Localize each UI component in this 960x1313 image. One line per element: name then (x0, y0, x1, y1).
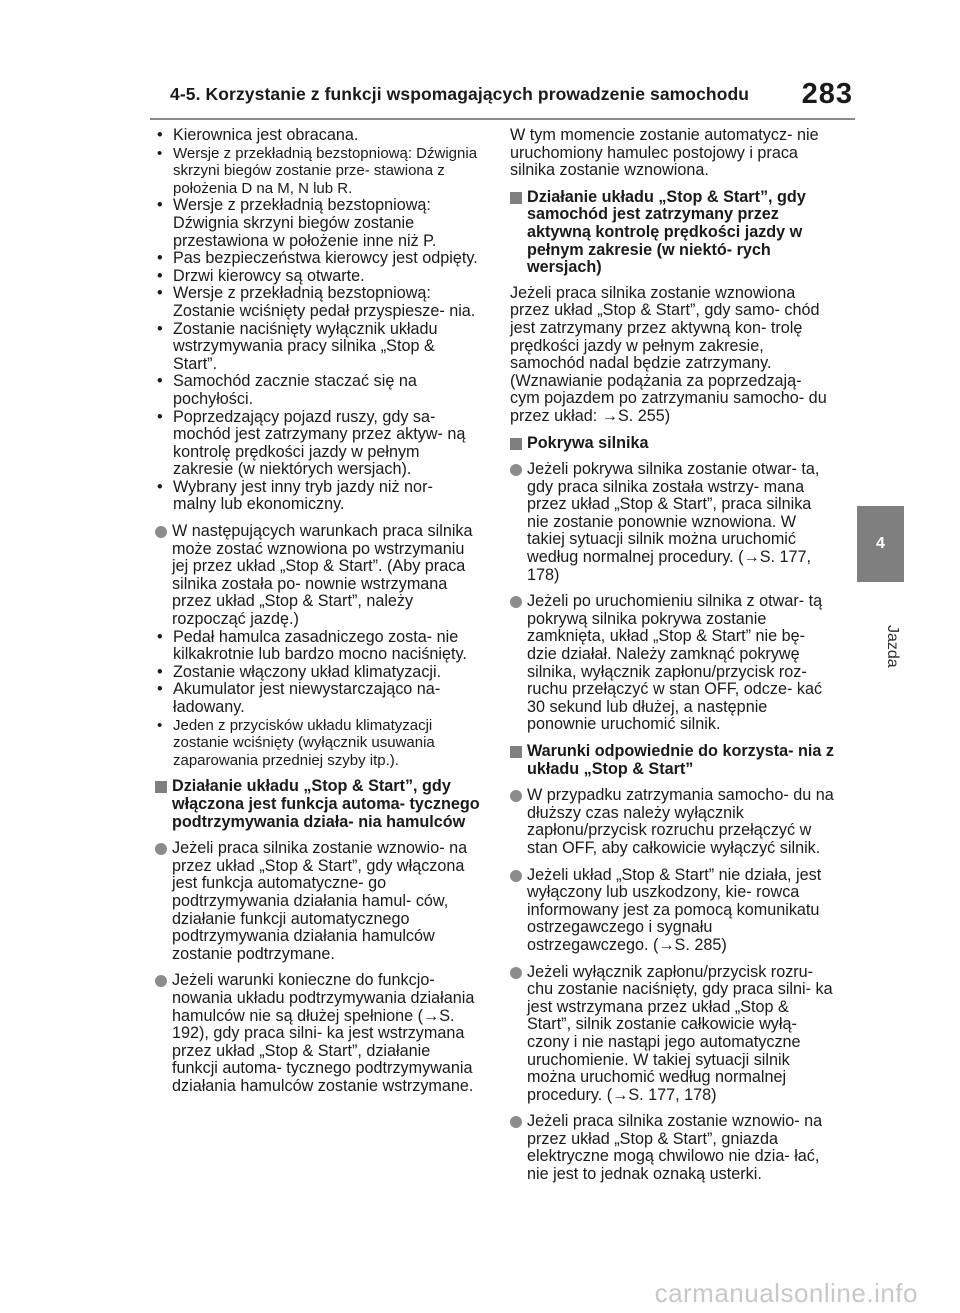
chapter-label: Jazda (884, 625, 901, 668)
list-item: • Zostanie włączony układ klimatyzacji. (157, 662, 442, 681)
list-item: • Wersje z przekładnią bezstopniową: Dźwignia skrzyni biegów zostanie przestawiona w położenie inne niż P. (157, 196, 437, 250)
list-item: • Jeden z przycisków układu klimatyzacji zostanie wciśnięty (wyłącznik usuwania zaparowania przedniej szyby itp.). (157, 716, 435, 769)
note-item: Jeżeli układ „Stop & Start” nie działa, jest wyłączony lub uszkodzony, kie- rowca informowany jest za pomocą komunikatu ostrzegawczego i sygnału ostrzegawczego. (→S. 285) (510, 867, 835, 955)
list-item: • Wybrany jest inny tryb jazdy niż nor- malny lub ekonomiczny. (157, 477, 433, 514)
section-heading: Warunki odpowiednie do korzysta- nia z układu „Stop & Start” (510, 743, 835, 778)
circle-bullet-icon (155, 843, 167, 855)
circle-bullet-icon (510, 464, 522, 476)
circle-bullet-icon (510, 596, 522, 608)
list-item: • Poprzedzający pojazd ruszy, gdy sa- mochód jest zatrzymany przez aktyw- ną kontrolę prędkości jazdy w pełnym zakresie (w niektórych wersjach). (157, 407, 466, 479)
right-column (510, 127, 835, 1184)
paragraph: W tym momencie zostanie automatycz- nie uruchomiony hamulec postojowy i praca silnika zostanie wznowiona. (510, 126, 819, 180)
section-heading: Działanie układu „Stop & Start”, gdy samochód jest zatrzymany przez aktywną kontrolę prędkości jazdy w pełnym zakresie (w niektó- rych wersjach) (510, 189, 835, 277)
list-item: • Samochód zacznie staczać się na pochyłości. (157, 372, 417, 408)
list-item: • Akumulator jest niewystarczająco na- ładowany. (157, 680, 441, 716)
note-item: Jeżeli praca silnika zostanie wznowio- na przez układ „Stop & Start”, gdy włączona jest funkcja automatyczne- go podtrzymywania działania hamul- ców, działanie funkcji automatycznego podtrzymywania działania hamulców zostanie podtrzymane. (155, 840, 480, 963)
note-item: Jeżeli pokrywa silnika zostanie otwar- ta, gdy praca silnika została wstrzy- mana przez układ „Stop & Start”, praca silnika nie zostanie ponownie wznowiona. W takiej sytuacji silnik można uruchomić według normalnej procedury. (→S. 177, 178) (510, 461, 835, 584)
page-header (150, 78, 855, 120)
list-item: • Wersje z przekładnią bezstopniową: Dźwignia skrzyni biegów zostanie prze- stawiona z położenia D na M, N lub R. (157, 144, 478, 197)
paragraph: Jeżeli praca silnika zostanie wznowiona przez układ „Stop & Start”, gdy samo- chód jest zatrzymany przez aktywną kon- trolę prędkości jazdy w pełnym zakresie, samochód nadal będzie zatrzymany. (Wznawianie podążania za poprzedzają- cym pojazdem po zatrzymaniu samocho- du przez układ: →S. 255) (510, 283, 827, 425)
section-heading: Pokrywa silnika (510, 435, 835, 453)
list-item: • Drzwi kierowcy są otwarte. (157, 266, 365, 285)
note-item: Jeżeli wyłącznik zapłonu/przycisk rozru- chu zostanie naciśnięty, gdy praca silni- ka jest wstrzymana przez układ „Stop & Start”, silnik zostanie całkowicie wyłą- czony i nie nastąpi jego automatyczne uruchomienie. W takiej sytuacji silnik można uruchomić według normalnej procedury. (→S. 177, 178) (510, 964, 835, 1105)
circle-bullet-icon (155, 975, 167, 987)
section-heading: Działanie układu „Stop & Start”, gdy włączona jest funkcja automa- tycznego podtrzymywania działa- nia hamulców (155, 778, 480, 831)
note-item: Jeżeli po uruchomieniu silnika z otwar- tą pokrywą silnika pokrywa zostanie zamknięta, układ „Stop & Start” nie bę- dzie działał. Należy zamknąć pokrywę silnika, wyłącznik zapłonu/przycisk roz- ruchu przełączyć w stan OFF, odcze- kać 30 sekund lub dłużej, a następnie ponownie uruchomić silnik. (510, 593, 835, 734)
list-item: • Pas bezpieczeństwa kierowcy jest odpięty. (157, 249, 478, 268)
section-title: 4-5. Korzystanie z funkcji wspomagających prowadzenie samochodu (170, 84, 750, 104)
note-item: W następujących warunkach praca silnika może zostać wznowiona po wstrzymaniu jej przez układ „Stop & Start”. (Aby praca silnika została po- nownie wstrzymana przez układ „Stop & Start”, należy rozpocząć jazdę.) (155, 523, 480, 629)
square-bullet-icon (510, 746, 522, 758)
left-column (155, 127, 480, 1095)
list-item: • Zostanie naciśnięty wyłącznik układu wstrzymywania pracy silnika „Stop & Start”. (157, 319, 438, 373)
note-item: W przypadku zatrzymania samocho- du na dłuższy czas należy wyłącznik zapłonu/przycisk rozruchu przełączyć w stan OFF, aby całkowicie wyłączyć silnik. (510, 787, 835, 857)
square-bullet-icon (510, 438, 522, 450)
circle-bullet-icon (510, 870, 522, 882)
circle-bullet-icon (510, 790, 522, 802)
circle-bullet-icon (155, 526, 167, 538)
list-item: • Kierownica jest obracana. (157, 126, 359, 144)
square-bullet-icon (155, 781, 167, 793)
chapter-tab[interactable]: 4 (857, 506, 904, 582)
list-item: • Pedał hamulca zasadniczego zosta- nie kilkakrotnie lub bardzo mocno naciśnięty. (157, 627, 467, 664)
list-item: • Wersje z przekładnią bezstopniową: Zostanie wciśnięty pedał przyspiesze- nia. (157, 284, 476, 320)
note-item: Jeżeli warunki konieczne do funkcjo- nowania układu podtrzymywania działania hamulców nie są dłużej spełnione (→S. 192), gdy praca silni- ka jest wstrzymana przez układ „Stop & Start”, działanie funkcji automa- tycznego podtrzymywania działania hamulców zostanie wstrzymane. (155, 972, 480, 1095)
circle-bullet-icon (510, 1116, 522, 1128)
watermark: carmanualsonline.info (654, 1278, 918, 1308)
page-number: 283 (801, 78, 853, 110)
note-item: Jeżeli praca silnika zostanie wznowio- na przez układ „Stop & Start”, gniazda elektryczne mogą chwilowo nie dzia- łać, nie jest to jednak oznaką usterki. (510, 1113, 835, 1183)
square-bullet-icon (510, 192, 522, 204)
circle-bullet-icon (510, 967, 522, 979)
